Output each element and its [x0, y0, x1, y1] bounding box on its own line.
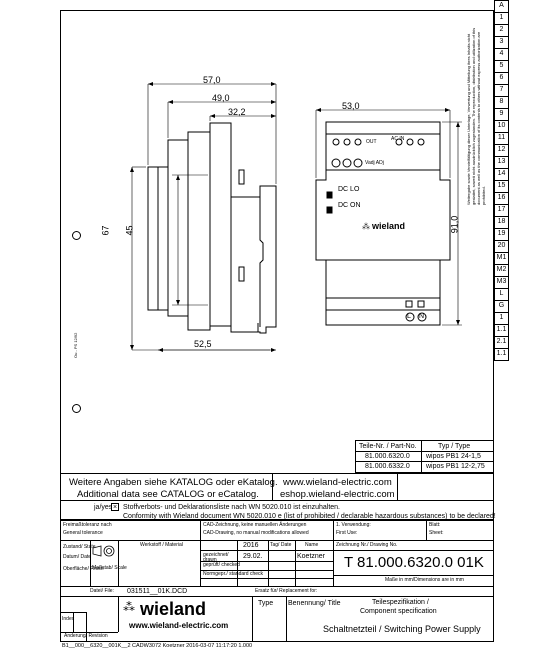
drawn-name: Koetzner	[297, 553, 326, 560]
label-l: L	[407, 313, 411, 320]
label-n: N	[419, 313, 425, 320]
substances-en: Conformity with Wieland document WN 5020.010 e (list of prohibited / declarable hazardous substances) to be declared!	[123, 513, 496, 520]
revision-index-cell: 1.1	[494, 349, 509, 361]
wieland-logo-icon: ⁂	[123, 600, 135, 614]
revision-index-cell: 4	[494, 49, 509, 61]
revision-index-cell: 1.1	[494, 325, 509, 337]
revision-index-cell: 1	[494, 313, 509, 325]
label-vadj: Vadj ADj	[365, 160, 384, 166]
wieland-logo-url: www.wieland-electric.com	[129, 621, 229, 630]
drawing-no: T 81.000.6320.0 01K	[344, 554, 484, 571]
change-label: Änderung/ Revision	[64, 633, 108, 639]
revision-index-cell: 2	[494, 25, 509, 37]
tolerance-en: General tolerance	[63, 530, 103, 536]
dim-base-width: 52,5	[194, 339, 212, 349]
revision-index-cell: 9	[494, 109, 509, 121]
parts-cell-part-2: 81.000.6332.0	[365, 463, 410, 470]
revision-index-cell: 14	[494, 169, 509, 181]
eshop-link[interactable]: eshop.wieland-electric.com	[280, 489, 395, 500]
revision-index-cell: 20	[494, 241, 509, 253]
revision-index-cell: 10	[494, 121, 509, 133]
oberfl-label: Oberfläche/ Finish	[63, 566, 104, 572]
revision-index-cell: 3	[494, 37, 509, 49]
spec-de: Teilespezifikation /	[372, 599, 429, 606]
material-label: Werkstoff / Material	[140, 542, 183, 548]
revision-index-cell: M1	[494, 253, 509, 265]
dim-front-width: 53,0	[342, 101, 360, 111]
file-name: 031511__01K.DCD	[127, 588, 188, 595]
spec-en: Component specification	[360, 608, 437, 615]
revision-index-cell: 5	[494, 61, 509, 73]
revision-index-cell: 18	[494, 217, 509, 229]
revision-index-cell: 7	[494, 85, 509, 97]
front-brand: wieland	[372, 221, 406, 231]
parts-cell-part-1: 81.000.6320.0	[365, 453, 410, 460]
label-ac-in: AC IN	[391, 136, 405, 142]
revision-index-cell: 19	[494, 229, 509, 241]
wieland-logo: wieland	[140, 599, 207, 619]
dim-overall-width: 57,0	[203, 75, 221, 85]
parts-cell-type-1: wipos PB1 24-1,5	[426, 453, 481, 460]
catalog-en: Additional data see CATALOG or eCatalog.	[77, 489, 259, 500]
catalog-de: Weitere Angaben siehe KATALOG oder eKatalog.	[69, 477, 278, 488]
first-use-en: First Use:	[336, 530, 358, 536]
cad-en: CAD-Drawing, no manual modifications allowed	[203, 530, 309, 536]
replacement-label: Ersatz für/ Replacement for:	[255, 588, 318, 594]
dim-height-67: 67	[100, 225, 111, 236]
substances-de: Stoffverbots- und Deklarationsliste nach WN 5020.010 ist einzuhalten.	[123, 504, 340, 511]
sheet-label: Blatt:	[429, 522, 441, 528]
col-date-label: Tag/ Date	[270, 542, 292, 548]
dim-top-width: 32,2	[228, 107, 246, 117]
sheet-en: Sheet:	[429, 530, 444, 536]
revision-index-cell: M2	[494, 265, 509, 277]
revision-index-cell: 12	[494, 145, 509, 157]
drawing-title: Schaltnetzteil / Switching Power Supply	[323, 624, 481, 634]
zustand-label: Zustand/ State	[63, 544, 96, 550]
checked-label: geprüft/ checked	[203, 562, 240, 568]
first-use-label: 1. Verwendung:	[336, 522, 371, 528]
revision-index-cell: 6	[494, 73, 509, 85]
left-margin-note: Ou - PS 12/92	[73, 332, 78, 358]
revision-index-cell: 1	[494, 13, 509, 25]
parts-header-type: Typ / Type	[438, 443, 471, 450]
label-dc-lo: DC LO	[338, 186, 360, 193]
footer-line: B1__000__6320__001K__2 CADW3072 Koetzner 2016-03-07 11:17:20 1.000	[62, 643, 253, 649]
drawing-no-label: Zeichnung Nr./ Drawing No.	[336, 542, 398, 548]
scale-label: Maßstab/ Scale	[92, 565, 127, 571]
label-dc-on: DC ON	[338, 202, 361, 209]
revision-index-cell: 11	[494, 133, 509, 145]
revision-index-cell: G	[494, 301, 509, 313]
file-label: Datei/ File:	[90, 588, 114, 594]
norm-label: Normgepr./ standard check	[203, 571, 264, 577]
units-note: Maße in mm/Dimensions are in mm	[385, 577, 464, 583]
side-notice: Weitergabe sowie Vervielfältigung dieser Unterlage, Verwertung und Mitteilung ihres Inhalts nicht gestattet, soweit nicht ausdrücklich zugestanden. The reproduction, distribution and utilization of this document as well as the communication of its contents to others without express authorization are prohibited.	[466, 27, 486, 205]
index-label: Index	[62, 616, 75, 622]
side-view-outline	[148, 123, 276, 333]
year: 2016	[243, 542, 259, 549]
drawn-date: 29.02.	[243, 553, 263, 560]
parts-table	[355, 440, 494, 473]
revision-index-cell: 2.1	[494, 337, 509, 349]
revision-index-cell: A	[494, 1, 509, 13]
revision-index-cell: M3	[494, 277, 509, 289]
label-out: OUT	[366, 139, 377, 145]
col-name-label: Name	[305, 542, 319, 548]
revision-index-cell: L	[494, 289, 509, 301]
revision-index-cell: 13	[494, 157, 509, 169]
type-label: Type	[258, 600, 274, 607]
web-link[interactable]: www.wieland-electric.com	[283, 477, 392, 488]
revision-index-cell: 8	[494, 97, 509, 109]
cad-de: CAD-Zeichnung, keine manuellen Änderungen	[203, 522, 307, 528]
datum-label: Datum/ Date	[63, 554, 92, 560]
ja-yes-checkbox[interactable]: ×	[112, 504, 118, 511]
revision-index-column	[494, 0, 509, 363]
dim-height-91: 91,0	[449, 215, 460, 234]
designation-label: Benennung/ Title	[288, 600, 341, 607]
revision-index-cell: 16	[494, 193, 509, 205]
parts-header-part-no: Teile-Nr. / Part-No.	[359, 443, 417, 450]
dim-body-width: 49,0	[212, 93, 230, 103]
ja-yes-label: ja/yes	[94, 504, 113, 511]
dim-height-45: 45	[124, 225, 135, 236]
tolerance-de: Freimaßtoleranz nach	[63, 522, 112, 528]
revision-index-cell: 15	[494, 181, 509, 193]
front-brand-icon: ⁂	[362, 222, 370, 231]
revision-index-cell: 17	[494, 205, 509, 217]
drawn-label: gezeichnet/ drawn	[203, 552, 229, 563]
parts-cell-type-2: wipos PB1 12-2,75	[426, 463, 485, 470]
